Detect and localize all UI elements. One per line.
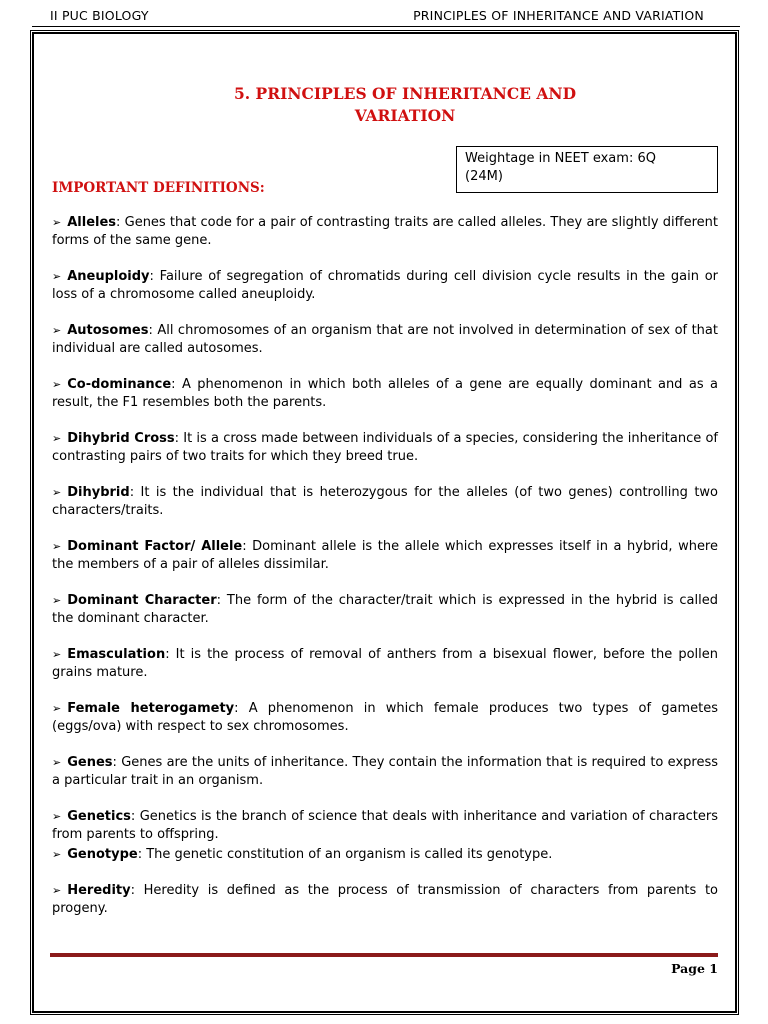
definition-term: Dominant Character — [67, 593, 217, 608]
arrow-bullet-icon: ➢ — [52, 648, 62, 661]
footer-rule — [50, 953, 718, 957]
definition-term: Dihybrid — [67, 485, 130, 500]
definition-text: : The genetic constitution of an organism is called its genotype. — [137, 847, 553, 862]
arrow-bullet-icon: ➢ — [52, 540, 62, 553]
definition-term: Dihybrid Cross — [67, 431, 175, 446]
definition-item — [52, 376, 718, 412]
definitions-list — [52, 214, 718, 918]
arrow-bullet-icon: ➢ — [52, 378, 62, 391]
definition-text: : The form of the character/trait which is expressed in the hybrid is called the dominant character. — [52, 593, 718, 626]
header-right: PRINCIPLES OF INHERITANCE AND VARIATION — [413, 8, 704, 23]
definition-item — [52, 268, 718, 304]
definition-term: Aneuploidy — [67, 269, 150, 284]
definition-text: : All chromosomes of an organism that are not involved in determination of sex of that individual are called autosomes. — [52, 323, 718, 356]
arrow-bullet-icon: ➢ — [52, 594, 62, 607]
arrow-bullet-icon: ➢ — [52, 810, 62, 823]
section-title: IMPORTANT DEFINITIONS: — [52, 180, 265, 196]
definition-item — [52, 322, 718, 358]
definition-term: Alleles — [67, 215, 117, 230]
definition-text: : A phenomenon in which both alleles of a gene are equally dominant and as a result, the F1 resembles both the parents. — [52, 377, 718, 410]
definition-text: : It is the process of removal of anthers from a bisexual flower, before the pollen grains mature. — [52, 647, 718, 680]
definition-item — [52, 808, 718, 844]
definition-term: Emasculation — [67, 647, 166, 662]
definition-text: : It is the individual that is heterozygous for the alleles (of two genes) controlling two characters/traits. — [52, 485, 718, 518]
definition-term: Co-dominance — [67, 377, 172, 392]
definition-item — [52, 430, 718, 466]
definition-term: Dominant Factor/ Allele — [67, 539, 243, 554]
arrow-bullet-icon: ➢ — [52, 324, 62, 337]
weightage-box — [456, 146, 718, 193]
arrow-bullet-icon: ➢ — [52, 756, 62, 769]
definition-item — [52, 846, 718, 864]
definition-text: : Genes that code for a pair of contrasting traits are called alleles. They are slightly different forms of the same gene. — [52, 215, 718, 248]
definition-item — [52, 214, 718, 250]
definition-text: : Dominant allele is the allele which expresses itself in a hybrid, where the members of a pair of alleles dissimilar. — [52, 539, 718, 572]
header-rule — [32, 26, 740, 27]
definition-term: Autosomes — [67, 323, 149, 338]
definition-text: : A phenomenon in which female produces two types of gametes (eggs/ova) with respect to sex chromosomes. — [52, 701, 718, 734]
definition-text: : It is a cross made between individuals of a species, considering the inheritance of contrasting pairs of two traits for which they breed true. — [52, 431, 719, 464]
definition-item — [52, 700, 718, 736]
page-title-line1: 5. PRINCIPLES OF INHERITANCE AND — [233, 84, 577, 103]
definition-item — [52, 484, 718, 520]
definition-term: Genotype — [67, 847, 138, 862]
definition-item — [52, 882, 718, 918]
arrow-bullet-icon: ➢ — [52, 884, 62, 897]
page-number: Page 1 — [671, 961, 718, 976]
definition-term: Female heterogamety — [67, 701, 235, 716]
arrow-bullet-icon: ➢ — [52, 270, 62, 283]
weightage-line1: Weightage in NEET exam: 6Q — [465, 151, 656, 166]
definition-item — [52, 592, 718, 628]
arrow-bullet-icon: ➢ — [52, 848, 62, 861]
definition-text: : Genetics is the branch of science that deals with inheritance and variation of characters from parents to offspring. — [52, 809, 718, 842]
arrow-bullet-icon: ➢ — [52, 432, 62, 445]
definition-item — [52, 646, 718, 682]
weightage-line2: (24M) — [465, 169, 503, 184]
definition-text: : Failure of segregation of chromatids during cell division cycle results in the gain or loss of a chromosome called aneuploidy. — [52, 269, 718, 302]
arrow-bullet-icon: ➢ — [52, 702, 62, 715]
definition-text: : Genes are the units of inheritance. They contain the information that is required to express a particular trait in an organism. — [52, 755, 718, 788]
definition-item — [52, 754, 718, 790]
definition-term: Genetics — [67, 809, 131, 824]
definition-text: : Heredity is defined as the process of transmission of characters from parents to progeny. — [52, 883, 718, 916]
arrow-bullet-icon: ➢ — [52, 486, 62, 499]
definition-term: Genes — [67, 755, 113, 770]
page-title-line2: VARIATION — [354, 106, 456, 125]
definition-item — [52, 538, 718, 574]
definition-term: Heredity — [67, 883, 131, 898]
arrow-bullet-icon: ➢ — [52, 216, 62, 229]
header-left: II PUC BIOLOGY — [50, 8, 149, 23]
